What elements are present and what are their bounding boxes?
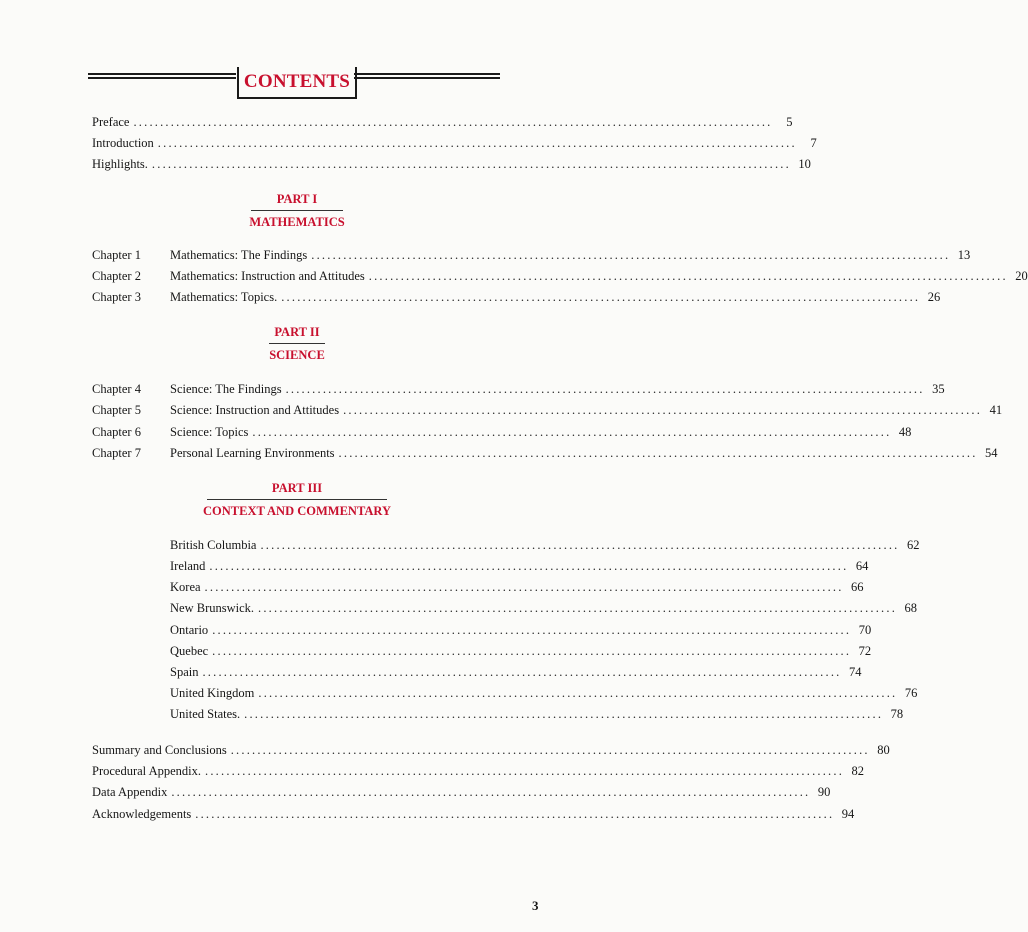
dot-leader: ........................................................................................................................ — [281, 290, 921, 304]
toc-entry-introduction[interactable] — [92, 134, 817, 152]
entry-page: 20 — [1015, 269, 1028, 283]
entry-page: 68 — [904, 601, 918, 615]
toc-entry-chapter-3[interactable] — [170, 288, 941, 306]
toc-entry-quebec[interactable] — [170, 642, 872, 660]
dot-leader: ........................................................................................................................ — [368, 269, 1008, 283]
dot-leader: ........................................................................................................................ — [311, 248, 951, 262]
entry-label: British Columbia — [170, 538, 257, 552]
entry-page: 62 — [906, 538, 920, 552]
contents-header — [88, 67, 500, 103]
dot-leader: ........................................................................................................................ — [133, 115, 773, 129]
toc-entry-korea[interactable] — [170, 578, 864, 596]
entry-page: 72 — [858, 644, 872, 658]
entry-label: Highlights. — [92, 157, 148, 171]
toc-entry-united-kingdom[interactable] — [170, 684, 918, 702]
entry-page: 13 — [957, 248, 971, 262]
dot-leader: ........................................................................................................................ — [258, 601, 898, 615]
page-number: 3 — [532, 898, 539, 913]
entry-page: 41 — [989, 403, 1003, 417]
toc-entry-new-brunswick[interactable] — [170, 599, 918, 617]
entry-label: Science: Instruction and Attitudes — [170, 403, 340, 417]
entry-label: Science: The Findings — [170, 382, 282, 396]
dot-leader: ........................................................................................................................ — [205, 764, 845, 778]
toc-entry-data-appendix[interactable] — [92, 783, 831, 801]
entry-page: 78 — [890, 707, 904, 721]
toc-entry-spain[interactable] — [170, 663, 862, 681]
entry-label: Acknowledgements — [92, 807, 192, 821]
toc-entry-ontario[interactable] — [170, 621, 872, 639]
entry-label: Korea — [170, 580, 201, 594]
entry-label: United States. — [170, 707, 241, 721]
dot-leader: ........................................................................................................................ — [195, 807, 835, 821]
part-title: CONTEXT AND COMMENTARY — [203, 504, 391, 518]
toc-entry-chapter-5[interactable] — [170, 401, 1003, 419]
chapter-number: Chapter 2 — [92, 269, 141, 283]
dot-leader: ........................................................................................................................ — [157, 136, 797, 150]
entry-page: 70 — [858, 623, 872, 637]
entry-label: Mathematics: Topics. — [170, 290, 278, 304]
title-box — [237, 67, 357, 99]
part-heading-2 — [232, 324, 362, 363]
entry-page: 10 — [798, 157, 811, 171]
entry-label: Preface — [92, 115, 130, 129]
chapter-number: Chapter 1 — [92, 248, 141, 262]
entry-page: 7 — [810, 136, 817, 150]
part-title: MATHEMATICS — [249, 215, 345, 229]
toc-entry-chapter-4[interactable] — [170, 380, 945, 398]
chapter-number: Chapter 3 — [92, 290, 141, 304]
dot-leader: ........................................................................................................................ — [285, 382, 925, 396]
dot-leader: ........................................................................................................................ — [343, 403, 983, 417]
dot-leader: ........................................................................................................................ — [260, 538, 900, 552]
part-heading-1 — [232, 191, 362, 230]
part-label: PART III — [271, 481, 323, 495]
part-label: PART II — [274, 325, 320, 339]
part-rule — [269, 343, 325, 344]
header-rule — [354, 73, 500, 75]
entry-page: 94 — [841, 807, 855, 821]
header-rule — [88, 73, 236, 75]
toc-entry-united-states[interactable] — [170, 705, 904, 723]
chapter-number: Chapter 4 — [92, 382, 141, 396]
entry-page: 74 — [848, 665, 862, 679]
toc-entry-ireland[interactable] — [170, 557, 869, 575]
toc-entry-acknowledgements[interactable] — [92, 805, 855, 823]
entry-page: 76 — [904, 686, 918, 700]
entry-page: 80 — [877, 743, 890, 757]
toc-entry-highlights[interactable] — [92, 155, 811, 173]
toc-entry-chapter-7[interactable] — [170, 444, 998, 462]
entry-label: Procedural Appendix. — [92, 764, 202, 778]
entry-page: 54 — [985, 446, 998, 460]
entry-page: 82 — [851, 764, 865, 778]
part-rule — [207, 499, 387, 500]
chapter-number: Chapter 6 — [92, 425, 141, 439]
dot-leader: ........................................................................................................................ — [171, 785, 811, 799]
entry-page: 5 — [786, 115, 793, 129]
dot-leader: ........................................................................................................................ — [202, 665, 842, 679]
entry-label: Summary and Conclusions — [92, 743, 227, 757]
entry-label: Science: Topics — [170, 425, 249, 439]
dot-leader: ........................................................................................................................ — [230, 743, 870, 757]
page-title: CONTENTS — [243, 71, 351, 92]
entry-label: Ireland — [170, 559, 206, 573]
dot-leader: ........................................................................................................................ — [212, 644, 852, 658]
entry-page: 48 — [898, 425, 912, 439]
entry-page: 35 — [932, 382, 945, 396]
header-rule — [354, 77, 500, 79]
toc-entry-procedural-appendix[interactable] — [92, 762, 865, 780]
dot-leader: ........................................................................................................................ — [209, 559, 849, 573]
entry-label: United Kingdom — [170, 686, 255, 700]
dot-leader: ........................................................................................................................ — [338, 446, 978, 460]
toc-entry-british-columbia[interactable] — [170, 536, 920, 554]
part-title: SCIENCE — [269, 348, 325, 362]
toc-entry-chapter-1[interactable] — [170, 246, 971, 264]
entry-label: Mathematics: The Findings — [170, 248, 308, 262]
entry-label: Data Appendix — [92, 785, 168, 799]
toc-entry-summary[interactable] — [92, 741, 890, 759]
entry-page: 64 — [855, 559, 869, 573]
entry-page: 66 — [851, 580, 864, 594]
entry-page: 26 — [927, 290, 941, 304]
header-rule — [88, 77, 236, 79]
dot-leader: ........................................................................................................................ — [258, 686, 898, 700]
toc-entry-preface[interactable] — [92, 113, 793, 131]
chapter-number: Chapter 7 — [92, 446, 141, 460]
toc-entry-chapter-6[interactable] — [170, 423, 912, 441]
entry-label: Spain — [170, 665, 199, 679]
entry-label: Personal Learning Environments — [170, 446, 335, 460]
entry-page: 90 — [817, 785, 831, 799]
part-heading-3 — [192, 480, 402, 519]
entry-label: Quebec — [170, 644, 209, 658]
entry-label: Mathematics: Instruction and Attitudes — [170, 269, 365, 283]
entry-label: Introduction — [92, 136, 154, 150]
dot-leader: ........................................................................................................................ — [151, 157, 791, 171]
entry-label: New Brunswick. — [170, 601, 255, 615]
dot-leader: ........................................................................................................................ — [204, 580, 844, 594]
chapter-number: Chapter 5 — [92, 403, 141, 417]
entry-label: Ontario — [170, 623, 209, 637]
toc-entry-chapter-2[interactable] — [170, 267, 1028, 285]
dot-leader: ........................................................................................................................ — [212, 623, 852, 637]
dot-leader: ........................................................................................................................ — [244, 707, 884, 721]
part-label: PART I — [276, 192, 318, 206]
dot-leader: ........................................................................................................................ — [252, 425, 892, 439]
part-rule — [251, 210, 343, 211]
